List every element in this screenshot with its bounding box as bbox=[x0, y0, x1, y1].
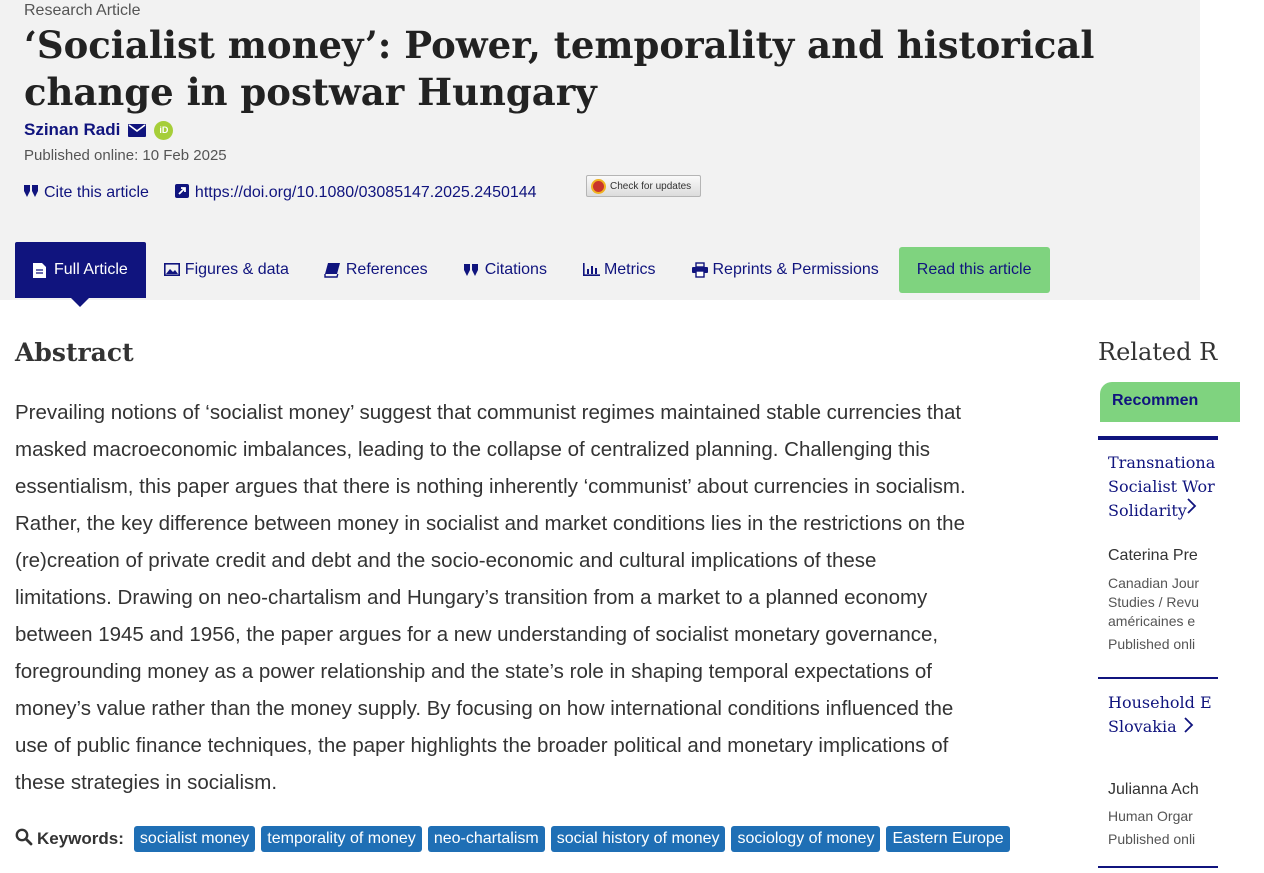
related-item-published: Published onli bbox=[1108, 831, 1196, 847]
doi-url: https://doi.org/10.1080/03085147.2025.2450144 bbox=[194, 184, 537, 201]
cite-article-label: Cite this article bbox=[44, 184, 149, 201]
abstract-line: (re)creation of private credit and debt and the socio-economic and cultural implications of these bbox=[15, 549, 877, 572]
related-item-journal bbox=[1108, 807, 1193, 826]
abstract-line: money’s value rather than the money supply. By focusing on how international conditions influenced the bbox=[15, 697, 954, 720]
keyword-tag[interactable]: temporality of money bbox=[261, 826, 422, 852]
published-date: Published online: 10 Feb 2025 bbox=[24, 147, 227, 164]
tab-label: Full Article bbox=[54, 261, 128, 278]
related-heading: Related R bbox=[1098, 338, 1218, 366]
related-sidebar bbox=[1090, 330, 1218, 873]
related-journal-line: Canadian Jour bbox=[1108, 575, 1200, 591]
keyword-tag[interactable]: neo-chartalism bbox=[428, 826, 545, 852]
related-title-line: Transnationa bbox=[1108, 453, 1216, 472]
tab-label: Metrics bbox=[603, 261, 656, 278]
related-title-line: Slovakia bbox=[1108, 717, 1177, 736]
related-item-author: Caterina Pre bbox=[1108, 547, 1198, 564]
abstract-line: foregrounding money as a power relationship and the state’s role in shaping temporal expectations of bbox=[15, 660, 932, 683]
abstract-line: between 1945 and 1956, the paper argues for a new understanding of socialist monetary governance, bbox=[15, 623, 939, 646]
article-title-text: ‘Socialist money’: Power, temporality and historical change in postwar Hungary bbox=[24, 23, 1095, 114]
tab-label: Citations bbox=[484, 261, 547, 278]
related-item-title[interactable] bbox=[1108, 451, 1215, 523]
related-title-line: Solidarity bbox=[1108, 501, 1187, 520]
related-item-author: Julianna Ach bbox=[1108, 781, 1199, 798]
abstract-line: these strategies in socialism. bbox=[15, 771, 278, 794]
related-divider bbox=[1098, 677, 1218, 679]
related-journal-line: Studies / Revu bbox=[1108, 594, 1200, 610]
keywords-label-text: Keywords: bbox=[37, 829, 124, 848]
tab-label: References bbox=[345, 261, 428, 278]
keyword-tag[interactable]: social history of money bbox=[551, 826, 726, 852]
abstract-line: use of public finance techniques, the paper highlights the broader political and monetary implications of bbox=[15, 734, 949, 757]
related-divider bbox=[1098, 866, 1218, 868]
keyword-tag[interactable]: Eastern Europe bbox=[886, 826, 1009, 852]
related-title-line: Household E bbox=[1108, 693, 1212, 712]
article-type: Research Article bbox=[24, 2, 141, 19]
keyword-tag[interactable]: sociology of money bbox=[731, 826, 880, 852]
check-for-updates-label: Check for updates bbox=[610, 180, 692, 192]
tab-label: Figures & data bbox=[184, 261, 289, 278]
tab-recommended[interactable]: Recommen bbox=[1100, 382, 1240, 422]
related-item-published: Published onli bbox=[1108, 636, 1196, 652]
chevron-right-icon[interactable] bbox=[1186, 498, 1196, 519]
abstract-line: Prevailing notions of ‘socialist money’ suggest that communist regimes maintained stable currencies that bbox=[15, 401, 962, 424]
related-journal-line: américaines e bbox=[1108, 613, 1196, 629]
author-name[interactable]: Szinan Radi bbox=[24, 120, 121, 139]
tab-label: Reprints & Permissions bbox=[712, 261, 879, 278]
abstract-line: essentialism, this paper argues that there is nothing inherently ‘communist’ about currencies in socialism. bbox=[15, 475, 966, 498]
read-this-article-button[interactable]: Read this article bbox=[899, 247, 1050, 293]
related-item-journal bbox=[1108, 574, 1199, 631]
orcid-icon[interactable]: iD bbox=[154, 121, 173, 140]
abstract-heading: Abstract bbox=[15, 338, 134, 367]
chevron-right-icon[interactable] bbox=[1183, 717, 1193, 738]
related-divider bbox=[1098, 436, 1218, 440]
keyword-tag[interactable]: socialist money bbox=[134, 826, 255, 852]
abstract-line: Rather, the key difference between money in socialist and market conditions lies in the restrictions on the bbox=[15, 512, 965, 535]
abstract-line: limitations. Drawing on neo-chartalism and Hungary’s transition from a market to a planned economy bbox=[15, 586, 928, 609]
related-journal-line: Human Orgar bbox=[1108, 808, 1193, 824]
related-item-title[interactable] bbox=[1108, 691, 1212, 739]
related-title-line: Socialist Wor bbox=[1108, 477, 1215, 496]
abstract-line: masked macroeconomic imbalances, leading to the collapse of centralized planning. Challenging this bbox=[15, 438, 931, 461]
